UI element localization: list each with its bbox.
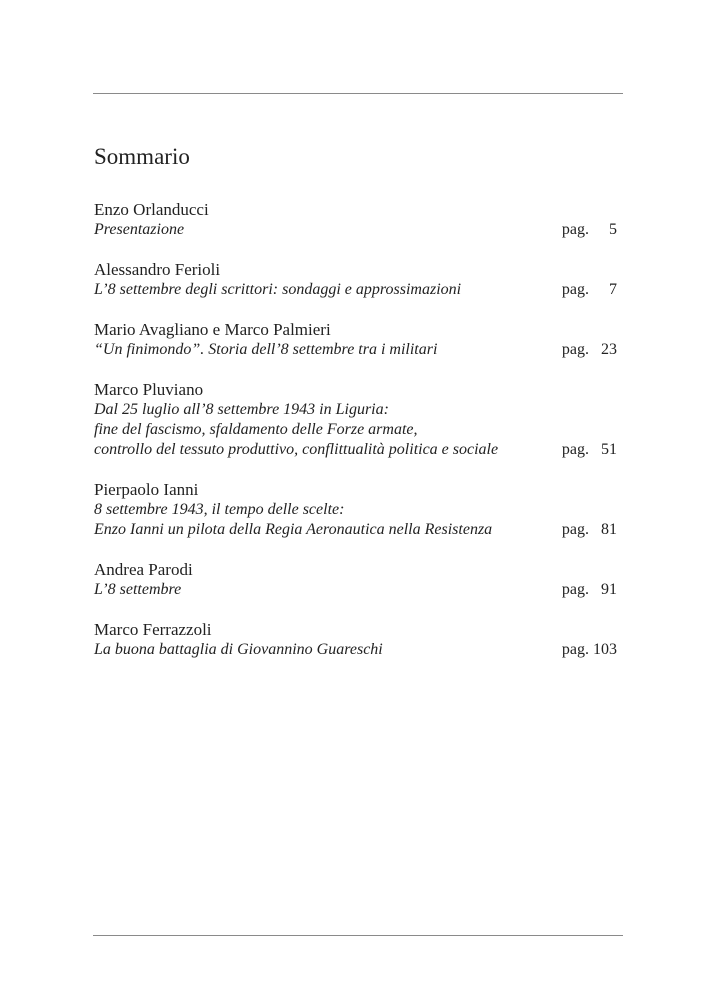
page-label: pag. [561,341,589,358]
toc-entry [94,200,617,240]
toc-entry [94,260,617,300]
page-label: pag. [561,521,589,538]
toc-entry [94,320,617,360]
entry-page-ref [562,340,617,360]
entry-page-ref [562,440,617,460]
entry-author: Enzo Orlanducci [94,200,209,219]
page-number: 51 [601,441,617,458]
entry-author: Alessandro Ferioli [94,260,221,279]
entry-title-line: L’8 settembre degli scrittori: sondaggi e approssimazioni [94,281,462,298]
entry-author: Pierpaolo Ianni [94,480,199,499]
entry-author: Andrea Parodi [94,560,193,579]
page-title: Sommario [94,144,190,169]
bottom-rule [93,935,623,936]
entry-page-ref [562,640,617,660]
page-number: 23 [601,341,617,358]
entry-title-line: La buona battaglia di Giovannino Guareschi [94,641,383,658]
entry-title-line: 8 settembre 1943, il tempo delle scelte: [94,501,345,518]
entry-title-line: L’8 settembre [94,581,182,598]
entry-author: Mario Avagliano e Marco Palmieri [94,320,331,339]
page-number: 5 [609,221,617,238]
entry-title-line: Enzo Ianni un pilota della Regia Aeronautica nella Resistenza [94,521,493,538]
toc-entry [94,380,617,460]
toc-entry [94,480,617,540]
page-number: 103 [593,641,617,658]
entry-author: Marco Ferrazzoli [94,620,212,639]
page-number: 81 [601,521,617,538]
top-rule [93,93,623,94]
toc-entry [94,620,617,660]
entry-page-ref [562,220,617,240]
entry-title-line: fine del fascismo, sfaldamento delle Forze armate, [94,421,418,438]
entry-title-line: Presentazione [94,221,185,238]
page-label: pag. [561,221,589,238]
entry-author: Marco Pluviano [94,380,204,399]
page-label: pag. [561,441,589,458]
page-number: 91 [601,581,617,598]
page-label: pag. [561,641,589,658]
page-label: pag. [561,281,589,298]
entry-title-line: controllo del tessuto produttivo, conflittualità politica e sociale [94,441,499,458]
entry-title-line: “Un finimondo”. Storia dell’8 settembre tra i militari [94,341,438,358]
page-label: pag. [561,581,589,598]
entry-page-ref [562,280,617,300]
table-of-contents [94,200,617,680]
toc-entry [94,560,617,600]
page-number: 7 [609,281,617,298]
entry-page-ref [562,580,617,600]
entry-page-ref [562,520,617,540]
entry-title-line: Dal 25 luglio all’8 settembre 1943 in Liguria: [94,401,389,418]
